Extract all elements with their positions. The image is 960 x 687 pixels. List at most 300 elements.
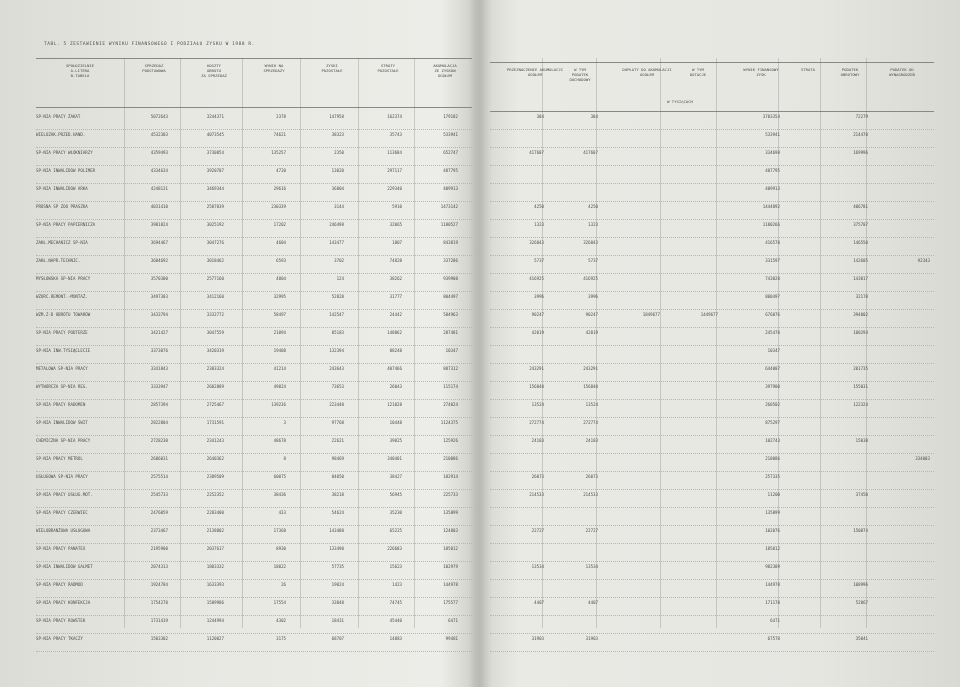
table-cell: 304 <box>590 114 598 119</box>
table-cell: 533941 <box>443 132 458 137</box>
table-row <box>36 634 472 652</box>
table-row <box>36 220 472 238</box>
table-cell: 4359493 <box>150 150 168 155</box>
table-cell: 2373467 <box>150 528 168 533</box>
table-row <box>36 490 472 508</box>
row-label: WYTWÓRCZA SP-NIA REG. <box>36 384 88 389</box>
table-cell: 18431 <box>331 618 344 623</box>
table-cell: 32995 <box>273 294 286 299</box>
header-cell: KOSZTY OBROTU ZA SPRZEDAŻ <box>201 63 227 78</box>
table-cell: 1754270 <box>150 600 168 605</box>
table-cell: 74828 <box>389 258 402 263</box>
table-cell: 4302 <box>276 618 286 623</box>
table-row <box>36 508 472 526</box>
table-row <box>490 166 934 184</box>
table-row <box>36 328 472 346</box>
table-cell: 257335 <box>765 474 780 479</box>
table-cell: 36804 <box>331 186 344 191</box>
table-cell: 29616 <box>273 186 286 191</box>
table-cell: 3333947 <box>150 384 168 389</box>
table-row <box>36 184 472 202</box>
table-cell: 4407 <box>588 600 598 605</box>
table-cell: 2383324 <box>206 366 224 371</box>
table-cell: 68707 <box>331 636 344 641</box>
row-label: ZAKŁ.MECHANICZ SP-NIA <box>36 240 88 245</box>
table-cell: 4407 <box>534 600 544 605</box>
table-cell: 304 <box>536 114 544 119</box>
table-cell: 185012 <box>765 546 780 551</box>
table-row <box>490 616 934 634</box>
table-cell: 243291 <box>529 366 544 371</box>
table-cell: 2577160 <box>206 276 224 281</box>
table-cell: 115174 <box>443 384 458 389</box>
table-cell: 243643 <box>329 366 344 371</box>
table-cell: 433 <box>278 510 286 515</box>
table-cell: 13524 <box>585 402 598 407</box>
row-label: SP-NIA PRACY WŁÓKNIARZY <box>36 150 93 155</box>
table-cell: 3373076 <box>150 348 168 353</box>
table-cell: 143477 <box>329 240 344 245</box>
table-cell: 245470 <box>765 330 780 335</box>
table-cell: 26 <box>281 582 286 587</box>
table-cell: 4532303 <box>150 132 168 137</box>
table-row <box>490 274 934 292</box>
table-cell: 4073545 <box>206 132 224 137</box>
table-row <box>490 292 934 310</box>
row-label: SP-NIA PRACY KONFEKCJA <box>36 600 91 605</box>
table-cell: 102743 <box>765 438 780 443</box>
table-cell: 2252352 <box>206 492 224 497</box>
table-cell: 1924784 <box>150 582 168 587</box>
table-cell: 887312 <box>443 366 458 371</box>
table-cell: 90247 <box>585 312 598 317</box>
table-cell: 214533 <box>529 492 544 497</box>
table-cell: 1449677 <box>700 312 718 317</box>
table-cell: 326843 <box>583 240 598 245</box>
table-cell: 4720 <box>276 168 286 173</box>
table-cell: 743028 <box>765 276 780 281</box>
table-cell: 2545733 <box>150 492 168 497</box>
table-cell: 6593 <box>276 258 286 263</box>
table-row <box>36 454 472 472</box>
table-cell: 243291 <box>583 366 598 371</box>
table-cell: 54624 <box>331 510 344 515</box>
table-row <box>490 400 934 418</box>
table-cell: 144978 <box>765 582 780 587</box>
row-label: SP-NIA PRACY CZERWIEC <box>36 510 88 515</box>
row-label: USŁUGOWA SP-NIA PRACY <box>36 474 88 479</box>
table-row <box>490 544 934 562</box>
table-cell: 38262 <box>389 276 402 281</box>
table-row <box>36 364 472 382</box>
table-row <box>36 598 472 616</box>
table-cell: 4250 <box>534 204 544 209</box>
table-cell: 416925 <box>583 276 598 281</box>
table-cell: 90247 <box>531 312 544 317</box>
table-cell: 24442 <box>389 312 402 317</box>
row-label: SP-NIA INWALIDÓW ARKA <box>36 186 88 191</box>
right-page <box>482 0 960 687</box>
table-cell: 2350 <box>334 150 344 155</box>
table-cell: 3047276 <box>206 240 224 245</box>
table-row <box>36 418 472 436</box>
table-cell: 3144 <box>334 204 344 209</box>
table-row <box>490 256 934 274</box>
table-cell: 10347 <box>445 348 458 353</box>
table-cell: 147958 <box>329 114 344 119</box>
table-cell: 58497 <box>273 312 286 317</box>
table-cell: 274024 <box>443 402 458 407</box>
table-cell: 201735 <box>853 366 868 371</box>
table-cell: 3047559 <box>206 330 224 335</box>
table-cell: 122324 <box>853 402 868 407</box>
table-cell: 60075 <box>273 474 286 479</box>
table-row <box>36 112 472 130</box>
table-cell: 210086 <box>443 456 458 461</box>
table-cell: 2138802 <box>206 528 224 533</box>
table-cell: 133490 <box>329 546 344 551</box>
table-cell: 32178 <box>855 294 868 299</box>
table-cell: 5072643 <box>150 114 168 119</box>
table-cell: 37450 <box>855 492 868 497</box>
table-cell: 21094 <box>273 330 286 335</box>
table-cell: 2037617 <box>206 546 224 551</box>
header-cell: W TYM PODATEK DOCHODOWY <box>569 67 591 82</box>
table-cell: 4804 <box>276 276 286 281</box>
table-row <box>36 580 472 598</box>
table-row <box>490 310 934 328</box>
table-cell: 6471 <box>448 618 458 623</box>
table-row <box>36 202 472 220</box>
table-cell: 142605 <box>853 258 868 263</box>
table-cell: 26073 <box>585 474 598 479</box>
table-cell: 10347 <box>767 348 780 353</box>
table-cell: 162374 <box>387 114 402 119</box>
table-cell: 22727 <box>531 528 544 533</box>
row-label: SP-NIA PRACY ROWSTEK <box>36 618 86 623</box>
table-cell: 97768 <box>331 420 344 425</box>
table-cell: 135899 <box>765 510 780 515</box>
table-cell: 13534 <box>531 564 544 569</box>
table-cell: 74745 <box>389 600 402 605</box>
header-cell: WYNIK FINANSOWY ZYSK <box>743 67 779 77</box>
table-cell: 11200 <box>767 492 780 497</box>
table-cell: 3420319 <box>206 348 224 353</box>
table-cell: 5737 <box>588 258 598 263</box>
table-cell: 2822804 <box>150 420 168 425</box>
table-row <box>490 328 934 346</box>
table-cell: 8930 <box>276 546 286 551</box>
table-cell: 3694467 <box>150 240 168 245</box>
table-cell: 3244371 <box>206 114 224 119</box>
row-label: METALOWA SP-NIA PRACY <box>36 366 88 371</box>
row-label: WZORC.REMONT.-MONTAŻ. <box>36 294 88 299</box>
table-row <box>490 112 934 130</box>
row-label: SP-NIA INWALIDÓW POLIMER <box>36 168 96 173</box>
table-cell: 800497 <box>765 294 780 299</box>
header-cell: AKUMULACJA ZE ZYSKÓW OGÓŁEM <box>433 63 457 78</box>
table-cell: 135257 <box>271 150 286 155</box>
table-row <box>490 508 934 526</box>
table-cell: 229340 <box>387 186 402 191</box>
table-row <box>36 148 472 166</box>
table-cell: 334698 <box>765 150 780 155</box>
table-cell: 22621 <box>331 438 344 443</box>
table-cell: 260502 <box>765 402 780 407</box>
table-cell: 31903 <box>531 636 544 641</box>
table-cell: 5910 <box>392 204 402 209</box>
table-cell: 143017 <box>853 276 868 281</box>
table-cell: 2195900 <box>150 546 168 551</box>
table-cell: 49024 <box>273 384 286 389</box>
table-cell: 17202 <box>273 222 286 227</box>
table-cell: 31903 <box>585 636 598 641</box>
table-cell: 26073 <box>531 474 544 479</box>
table-cell: 340401 <box>387 456 402 461</box>
table-cell: 155031 <box>853 384 868 389</box>
table-cell: 584963 <box>443 312 458 317</box>
table-cell: 3730854 <box>206 150 224 155</box>
table-cell: 52828 <box>331 294 344 299</box>
table-row <box>36 166 472 184</box>
table-cell: 4604 <box>276 240 286 245</box>
table-cell: 334003 <box>915 456 930 461</box>
table-row <box>36 346 472 364</box>
table-row <box>490 418 934 436</box>
table-cell: 406781 <box>853 204 868 209</box>
table-cell: 17368 <box>273 528 286 533</box>
table-cell: 56945 <box>389 492 402 497</box>
table-cell: 3497383 <box>150 294 168 299</box>
table-cell: 1323 <box>588 222 598 227</box>
table-row <box>36 436 472 454</box>
table-cell: 223448 <box>329 402 344 407</box>
row-label: SP-NIA INWALIDÓW ŚWIT <box>36 420 88 425</box>
table-cell: 843819 <box>443 240 458 245</box>
table-cell: 4250 <box>588 204 598 209</box>
row-label: SP-NIA INWALIDÓW GALMET <box>36 564 93 569</box>
table-cell: 2341243 <box>206 438 224 443</box>
table-cell: 182914 <box>443 474 458 479</box>
table-row <box>490 454 934 472</box>
header-cell: WYNIK NA SPRZEDAŻY <box>263 63 285 73</box>
table-cell: 375707 <box>853 222 868 227</box>
table-cell: 533941 <box>765 132 780 137</box>
table-cell: 2575514 <box>150 474 168 479</box>
row-label: WZM.Z-D OBRÓTU TOWARÓW <box>36 312 91 317</box>
table-cell: 2728230 <box>150 438 168 443</box>
table-cell: 102979 <box>443 564 458 569</box>
table-cell: 148862 <box>387 330 402 335</box>
table-cell: 1180527 <box>440 222 458 227</box>
table-cell: 287481 <box>443 330 458 335</box>
table-cell: 8 <box>283 456 286 461</box>
table-cell: 156840 <box>583 384 598 389</box>
table-cell: 487795 <box>443 168 458 173</box>
table-cell: 15623 <box>389 564 402 569</box>
table-cell: 246498 <box>329 222 344 227</box>
table-cell: 3421427 <box>150 330 168 335</box>
row-label: SP-NIA PRACY USŁUG.MOT. <box>36 492 93 497</box>
table-cell: 13534 <box>585 564 598 569</box>
table-cell: 394002 <box>853 312 868 317</box>
table-cell: 409913 <box>765 186 780 191</box>
table-cell: 210086 <box>765 456 780 461</box>
table-cell: 17554 <box>273 600 286 605</box>
table-cell: 2389509 <box>206 474 224 479</box>
header-cell: DOPŁATY DO AKUMULACJI OGÓŁEM <box>622 67 672 77</box>
table-row <box>490 490 934 508</box>
table-cell: 38323 <box>331 132 344 137</box>
table-cell: 143488 <box>329 528 344 533</box>
table-cell: 2378 <box>276 114 286 119</box>
table-cell: 35743 <box>389 132 402 137</box>
table-cell: 214470 <box>853 132 868 137</box>
table-cell: 113684 <box>387 150 402 155</box>
table-cell: 124803 <box>443 528 458 533</box>
row-label: WIELOZAK.PRZED.HAND. <box>36 132 86 137</box>
header-cell: W TYM DOTACJE <box>689 67 707 77</box>
table-cell: 3 <box>283 420 286 425</box>
table-cell: 272774 <box>583 420 598 425</box>
table-cell: 652747 <box>443 150 458 155</box>
table-cell: 13020 <box>331 168 344 173</box>
table-cell: 6471 <box>770 618 780 623</box>
row-label: ZAKŁ.NAPR.TECHNIC. <box>36 258 81 263</box>
table-cell: 41214 <box>273 366 286 371</box>
table-row <box>36 256 472 274</box>
table-cell: 124 <box>336 276 344 281</box>
table-cell: 146550 <box>853 240 868 245</box>
table-cell: 100294 <box>853 330 868 335</box>
table-cell: 35041 <box>855 636 868 641</box>
table-cell: 1589986 <box>206 600 224 605</box>
table-row <box>36 544 472 562</box>
table-cell: 31777 <box>389 294 402 299</box>
table-row <box>490 184 934 202</box>
table-cell: 1473142 <box>440 204 458 209</box>
table-cell: 33848 <box>331 600 344 605</box>
table-cell: 171170 <box>765 600 780 605</box>
header-cell: ZYSKI POZOSTAŁE <box>321 63 343 73</box>
table-cell: 4334634 <box>150 168 168 173</box>
table-cell: 73653 <box>331 384 344 389</box>
table-row <box>490 202 934 220</box>
table-cell: 48678 <box>273 438 286 443</box>
table-cell: 1423 <box>392 582 402 587</box>
table-cell: 175577 <box>443 600 458 605</box>
table-row <box>490 562 934 580</box>
table-cell: 337286 <box>443 258 458 263</box>
table-row <box>36 274 472 292</box>
header-cell: PODATEK OD WYNAGRODZEŃ <box>889 67 915 77</box>
row-label: SP-NIA PRACY TKACZY <box>36 636 83 641</box>
table-cell: 74621 <box>273 132 286 137</box>
table-cell: 24183 <box>585 438 598 443</box>
table-cell: 38436 <box>273 492 286 497</box>
table-cell: 99481 <box>445 636 458 641</box>
table-cell: 32065 <box>389 222 402 227</box>
table-cell: 3332772 <box>206 312 224 317</box>
table-cell: 19408 <box>273 348 286 353</box>
table-cell: 42019 <box>531 330 544 335</box>
table-cell: 22727 <box>585 528 598 533</box>
row-label: SP-NIA PRACY RADOMEN <box>36 402 86 407</box>
table-cell: 416570 <box>765 240 780 245</box>
table-cell: 407466 <box>387 366 402 371</box>
table-cell: 102076 <box>765 528 780 533</box>
table-caption: TABL. 5 ZESTAWIENIE WYNIKU FINANSOWEGO I PODZIAŁU ZYSKU W 1988 R. <box>44 42 255 47</box>
table-cell: 24183 <box>531 438 544 443</box>
table-cell: 142547 <box>329 312 344 317</box>
table-cell: 144978 <box>443 582 458 587</box>
table-row <box>36 526 472 544</box>
table-cell: 67578 <box>767 636 780 641</box>
table-cell: 3702 <box>334 258 344 263</box>
table-cell: 19024 <box>331 582 344 587</box>
table-cell: 98469 <box>331 456 344 461</box>
left-page <box>0 0 478 687</box>
table-row <box>490 526 934 544</box>
table-cell: 3570300 <box>150 276 168 281</box>
row-label: SP-NIA PRACY METROL <box>36 456 83 461</box>
table-cell: 35230 <box>389 510 402 515</box>
table-cell: 3175 <box>276 636 286 641</box>
table-cell: 417607 <box>529 150 544 155</box>
table-cell: 676076 <box>765 312 780 317</box>
table-row <box>36 616 472 634</box>
table-cell: 57735 <box>331 564 344 569</box>
table-cell: 52867 <box>855 600 868 605</box>
table-cell: 487795 <box>765 168 780 173</box>
table-row <box>36 382 472 400</box>
table-row <box>490 580 934 598</box>
table-row <box>36 472 472 490</box>
table-cell: 4248131 <box>150 186 168 191</box>
table-cell: 2283400 <box>206 510 224 515</box>
table-cell: 416925 <box>529 276 544 281</box>
table-cell: 2476059 <box>150 510 168 515</box>
table-row <box>490 148 934 166</box>
table-cell: 230339 <box>271 204 286 209</box>
table-cell: 125926 <box>443 438 458 443</box>
table-cell: 72279 <box>855 114 868 119</box>
table-row <box>490 598 934 616</box>
table-cell: 331597 <box>765 258 780 263</box>
left-table-header <box>36 58 472 108</box>
table-cell: 185012 <box>443 546 458 551</box>
table-cell: 214533 <box>583 492 598 497</box>
table-cell: 326843 <box>529 240 544 245</box>
table-cell: 2640362 <box>206 456 224 461</box>
table-cell: 15038 <box>855 438 868 443</box>
table-cell: 1803332 <box>206 564 224 569</box>
table-cell: 1120027 <box>206 636 224 641</box>
table-cell: 13524 <box>531 402 544 407</box>
table-cell: 3341843 <box>150 366 168 371</box>
table-cell: 18022 <box>273 564 286 569</box>
row-label: SP-NIA PRACY PANATEX <box>36 546 86 551</box>
table-cell: 2602889 <box>206 384 224 389</box>
table-cell: 875297 <box>765 420 780 425</box>
table-cell: 1444892 <box>762 204 780 209</box>
table-cell: 1503302 <box>150 636 168 641</box>
row-label: SP-NIA INW.TYSIĄCLECIE <box>36 348 91 353</box>
table-cell: 108996 <box>853 582 868 587</box>
table-row <box>490 238 934 256</box>
table-row <box>36 238 472 256</box>
row-label: SP-NIA PRACY ŻAKAT <box>36 114 81 119</box>
